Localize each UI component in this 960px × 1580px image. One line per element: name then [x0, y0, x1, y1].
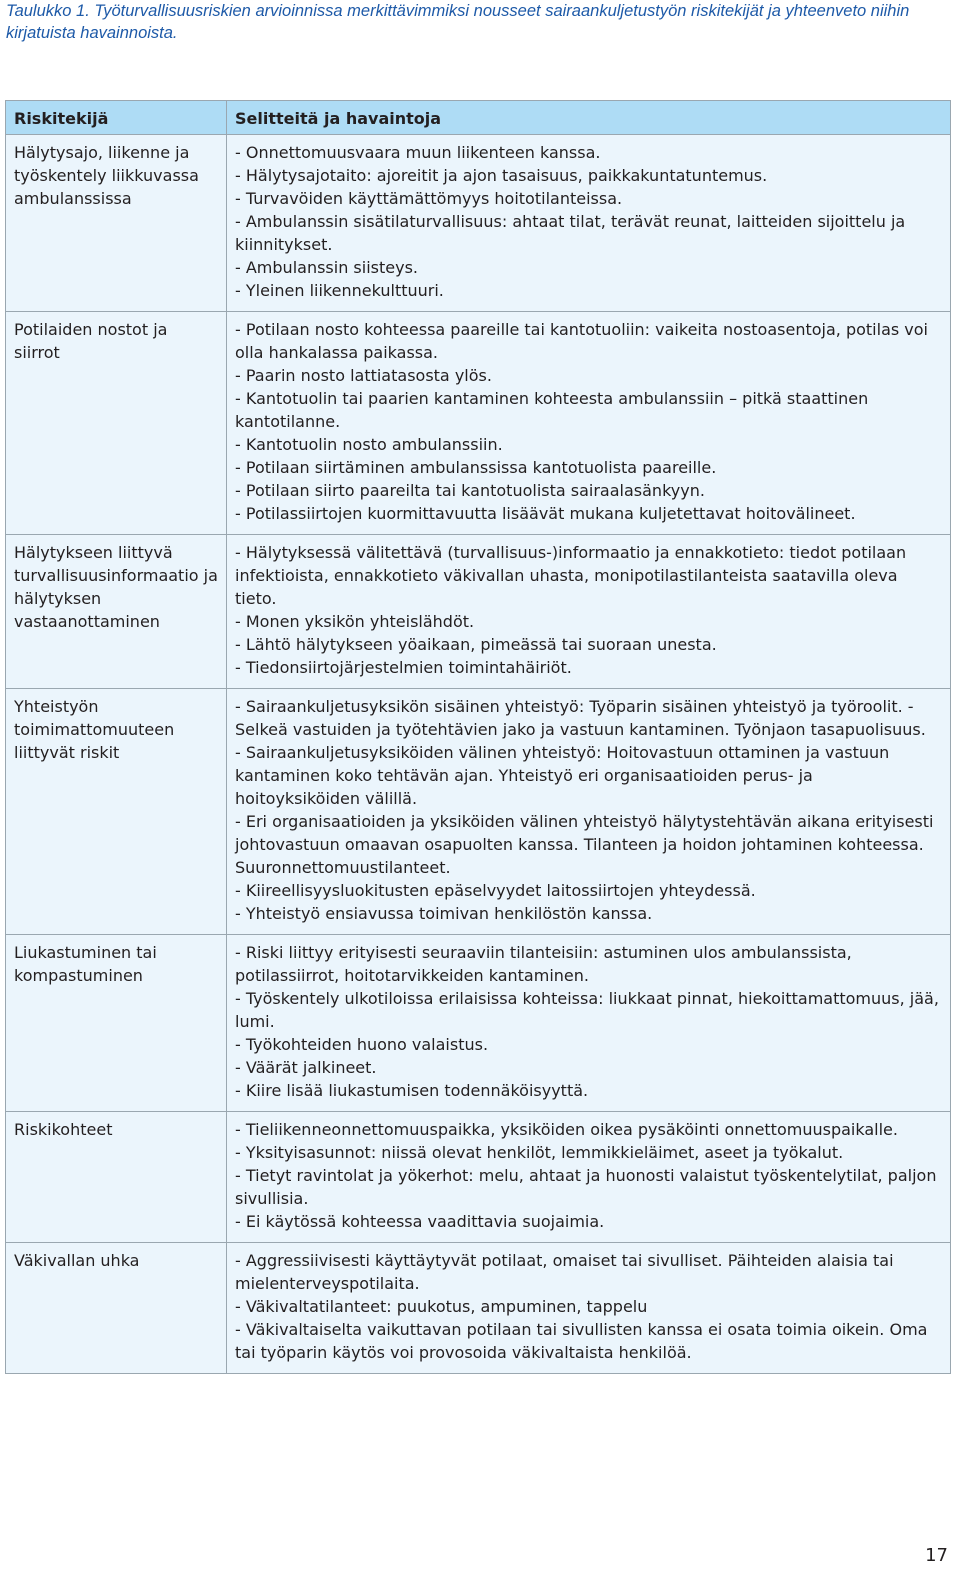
notes-cell — [227, 689, 951, 935]
note-line: - Väkivaltatilanteet: puukotus, ampuminen, tappelu — [235, 1297, 648, 1316]
note-line: - Sairaankuljetusyksiköiden välinen yhteistyö: Hoitovastuun ottaminen ja vastuun kantaminen koko tehtävän ajan. Yhteistyö eri organisaatioiden perus- ja hoitoyksiköiden välillä. — [235, 743, 890, 808]
table-header-row — [6, 101, 951, 135]
risk-factor-cell: Yhteistyön toimimattomuuteen liittyvät riskit — [6, 689, 227, 935]
note-line: - Kantotuolin nosto ambulanssiin. — [235, 435, 503, 454]
note-line: - Ambulanssin siisteys. — [235, 258, 418, 277]
note-line: - Onnettomuusvaara muun liikenteen kanssa. — [235, 143, 601, 162]
notes-cell — [227, 312, 951, 535]
table-row — [6, 689, 951, 935]
notes-cell — [227, 935, 951, 1112]
table-caption: Taulukko 1. Työturvallisuusriskien arvioinnissa merkittävimmiksi nousseet sairaankuljetustyön riskitekijät ja yhteenveto niihin kirjatuista havainnoista. — [6, 2, 910, 42]
table-row — [6, 535, 951, 689]
note-line: - Työskentely ulkotiloissa erilaisissa kohteissa: liukkaat pinnat, hiekoittamattomuus, jää, lumi. — [235, 989, 939, 1031]
table-row — [6, 135, 951, 312]
risk-factor-table — [5, 100, 951, 1374]
note-line: - Lähtö hälytykseen yöaikaan, pimeässä tai suoraan unesta. — [235, 635, 717, 654]
note-line: - Yhteistyö ensiavussa toimivan henkilöstön kanssa. — [235, 904, 653, 923]
note-line: - Potilaan siirto paareilta tai kantotuolista sairaalasänkyyn. — [235, 481, 705, 500]
note-line: - Ambulanssin sisätilaturvallisuus: ahtaat tilat, terävät reunat, laitteiden sijoittelu ja kiinnitykset. — [235, 212, 906, 254]
risk-factor-cell: Riskikohteet — [6, 1112, 227, 1243]
table-row — [6, 1112, 951, 1243]
note-line: - Kantotuolin tai paarien kantaminen kohteesta ambulanssiin – pitkä staattinen kantotilanne. — [235, 389, 869, 431]
note-line: - Tiedonsiirtojärjestelmien toimintahäiriöt. — [235, 658, 572, 677]
note-line: - Väärät jalkineet. — [235, 1058, 377, 1077]
note-line: - Väkivaltaiselta vaikuttavan potilaan tai sivullisten kanssa ei osata toimia oikein. Oma tai työparin käytös voi provosoida väkivaltaista henkilöä. — [235, 1320, 928, 1362]
note-line: - Työkohteiden huono valaistus. — [235, 1035, 489, 1054]
table-row — [6, 935, 951, 1112]
note-line: - Potilaan nosto kohteessa paareille tai kantotuoliin: vaikeita nostoasentoja, potilas voi olla hankalassa paikassa. — [235, 320, 928, 362]
page-number: 17 — [925, 1545, 948, 1566]
note-line: - Turvavöiden käyttämättömyys hoitotilanteissa. — [235, 189, 623, 208]
note-line: - Ei käytössä kohteessa vaadittavia suojaimia. — [235, 1212, 605, 1231]
notes-cell — [227, 1112, 951, 1243]
header-notes: Selitteitä ja havaintoja — [227, 101, 951, 135]
note-line: - Eri organisaatioiden ja yksiköiden välinen yhteistyö hälytystehtävän aikana erityisesti johtovastuun omaavan osapuolten kanssa. Tilanteen ja hoidon johtaminen kohteessa. Suuronnettomuustilanteet. — [235, 812, 934, 877]
note-line: - Yksityisasunnot: niissä olevat henkilöt, lemmikkieläimet, aseet ja työkalut. — [235, 1143, 844, 1162]
notes-cell — [227, 135, 951, 312]
note-line: - Aggressiivisesti käyttäytyvät potilaat, omaiset tai sivulliset. Päihteiden alaisia tai mielenterveyspotilaita. — [235, 1251, 894, 1293]
risk-factor-cell: Hälytykseen liittyvä turvallisuusinformaatio ja hälytyksen vastaanottaminen — [6, 535, 227, 689]
note-line: - Tietyt ravintolat ja yökerhot: melu, ahtaat ja huonosti valaistut työskentelytilat, paljon sivullisia. — [235, 1166, 937, 1208]
note-line: - Potilaan siirtäminen ambulanssissa kantotuolista paareille. — [235, 458, 717, 477]
note-line: - Hälytyksessä välitettävä (turvallisuus-)informaatio ja ennakkotieto: tiedot potilaan infektioista, ennakkotieto väkivallan uhasta, monipotilastilanteista saatavilla oleva tieto. — [235, 543, 907, 608]
note-line: - Sairaankuljetusyksikön sisäinen yhteistyö: Työparin sisäinen yhteistyö ja työroolit. - Selkeä vastuiden ja työtehtävien jako ja vastuun kantaminen. Työnjaon tasapuolisuus. — [235, 697, 926, 739]
notes-cell — [227, 1243, 951, 1374]
header-risk-factor: Riskitekijä — [6, 101, 227, 135]
note-line: - Yleinen liikennekulttuuri. — [235, 281, 444, 300]
risk-factor-cell: Hälytysajo, liikenne ja työskentely liikkuvassa ambulanssissa — [6, 135, 227, 312]
note-line: - Paarin nosto lattiatasosta ylös. — [235, 366, 492, 385]
note-line: - Monen yksikön yhteislähdöt. — [235, 612, 475, 631]
note-line: - Riski liittyy erityisesti seuraaviin tilanteisiin: astuminen ulos ambulanssista, potilassiirrot, hoitotarvikkeiden kantaminen. — [235, 943, 852, 985]
note-line: - Hälytysajotaito: ajoreitit ja ajon tasaisuus, paikkakuntatuntemus. — [235, 166, 768, 185]
note-line: - Tieliikenneonnettomuuspaikka, yksiköiden oikea pysäköinti onnettomuuspaikalle. — [235, 1120, 898, 1139]
note-line: - Kiire lisää liukastumisen todennäköisyyttä. — [235, 1081, 589, 1100]
table-row — [6, 1243, 951, 1374]
note-line: - Kiireellisyysluokitusten epäselvyydet laitossiirtojen yhteydessä. — [235, 881, 756, 900]
risk-factor-cell: Potilaiden nostot ja siirrot — [6, 312, 227, 535]
notes-cell — [227, 535, 951, 689]
table-row — [6, 312, 951, 535]
note-line: - Potilassiirtojen kuormittavuutta lisäävät mukana kuljetettavat hoitovälineet. — [235, 504, 856, 523]
risk-factor-cell: Väkivallan uhka — [6, 1243, 227, 1374]
risk-factor-cell: Liukastuminen tai kompastuminen — [6, 935, 227, 1112]
